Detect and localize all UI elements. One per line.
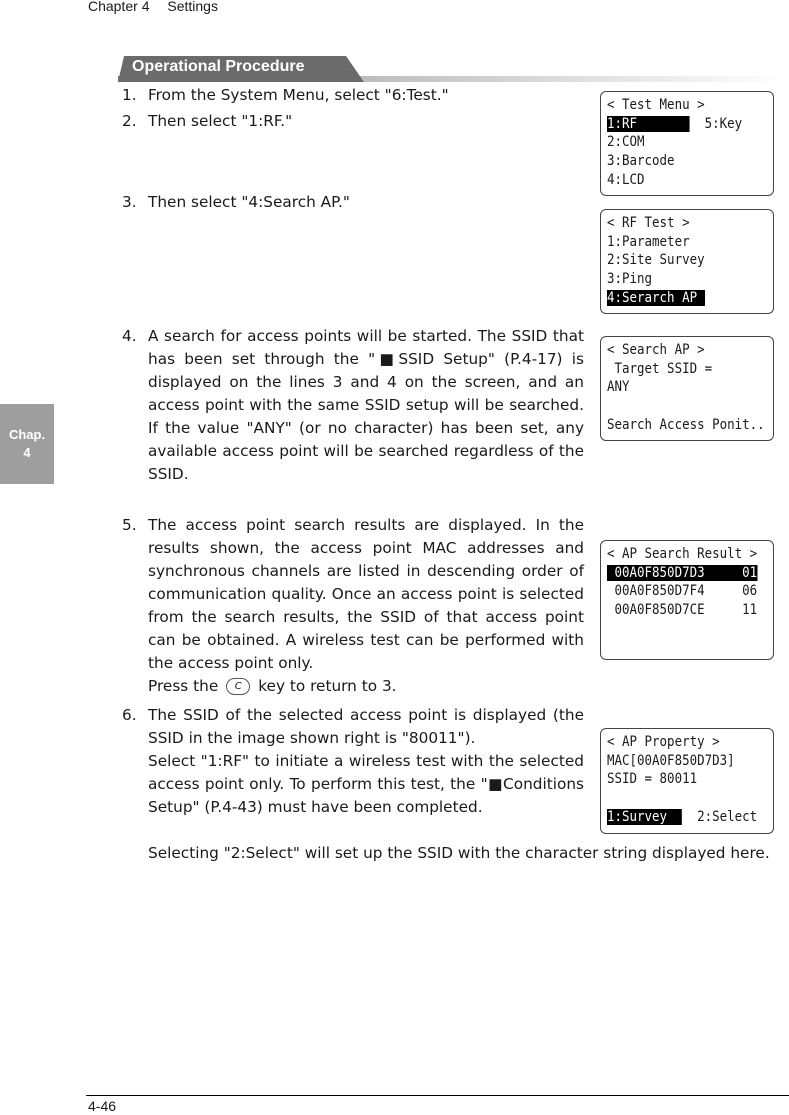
- step-6: [122, 704, 584, 819]
- menu-item: 5:Key: [689, 115, 743, 132]
- procedure-title: Operational Procedure: [132, 58, 305, 75]
- press-text: Press the: [148, 677, 219, 695]
- step-number: 2.: [122, 112, 137, 130]
- step-number: 5.: [122, 516, 137, 534]
- step-text-2: Select "1:RF" to initiate a wireless test with the selected access point only. To perform this test, the "■Conditions Setup" (P.4-43) must have been completed.: [148, 752, 584, 816]
- step-2: [122, 110, 584, 133]
- press-key-line: [148, 675, 584, 698]
- menu-item: 1:Parameter: [607, 233, 690, 250]
- step-text-3: Selecting "2:Select" will set up the SSID with the character string displayed here.: [148, 844, 770, 862]
- chap-tab-line1: Chap.: [8, 427, 46, 442]
- step-1: [122, 84, 584, 107]
- lcd-title: < Test Menu >: [607, 97, 705, 113]
- selected-item: 4:Serarch AP: [607, 289, 705, 306]
- result-row: 00A0F850D7CE 11: [607, 602, 758, 619]
- lcd-ap-property: [600, 728, 774, 834]
- lcd-line: [607, 789, 750, 808]
- step-text: Then select "1:RF.": [148, 112, 293, 130]
- lcd-line: [607, 289, 750, 308]
- running-header: [88, 0, 232, 14]
- step-4: [122, 325, 584, 486]
- section-label: Settings: [167, 0, 218, 14]
- menu-item: 3:Ping: [607, 271, 653, 288]
- lcd-line: Search Access Ponit..: [607, 416, 765, 433]
- menu-item: 2:Select: [682, 808, 758, 825]
- press-text-after: key to return to 3.: [258, 677, 397, 695]
- step-text: Then select "4:Search AP.": [148, 193, 350, 211]
- lcd-line: ANY: [607, 379, 630, 396]
- step-text: From the System Menu, select "6:Test.": [148, 86, 449, 104]
- selected-item: 00A0F850D7D3 01: [607, 564, 758, 581]
- lcd-title: < RF Test >: [607, 215, 690, 231]
- lcd-search-ap: [600, 336, 774, 441]
- lcd-line: SSID = 80011: [607, 771, 698, 788]
- lcd-ap-search-result: [600, 540, 774, 660]
- c-key-icon: C: [226, 678, 250, 695]
- menu-item: 2:COM: [607, 134, 645, 151]
- lcd-line: MAC[00A0F850D7D3]: [607, 752, 735, 769]
- selected-item: 1:RF: [607, 115, 690, 132]
- step-number: 6.: [122, 706, 137, 724]
- step-text: A search for access points will be started. The SSID that has been set through the "■SSID Setup" (P.4-17) is displayed on the lines 3 and 4 on the screen, and an access point with the same SSID setup will be searched. If the value "ANY" (or no character) has been set, any available access point will be searched regardless of the SSID.: [148, 327, 584, 483]
- lcd-test-menu: [600, 91, 774, 196]
- step-text: The access point search results are displayed. In the results shown, the access point MAC addresses and synchronous channels are listed in descending order of communication quality. Once an access point is selected from the search results, the SSID of that access point can be obtained. A wireless test can be performed with the access point only.: [148, 516, 584, 672]
- step-6-continued: [122, 842, 788, 865]
- selected-item: 1:Survey: [607, 808, 683, 825]
- step-3: [122, 191, 584, 214]
- lcd-line: [607, 397, 750, 416]
- lcd-title: < AP Search Result >: [607, 546, 758, 562]
- result-row: 00A0F850D7F4 06: [607, 583, 758, 600]
- step-number: 1.: [122, 86, 137, 104]
- lcd-rf-test: [600, 209, 774, 314]
- step-text: The SSID of the selected access point is displayed (the SSID in the image shown right is "80011").: [148, 706, 584, 747]
- menu-item: 3:Barcode: [607, 153, 675, 170]
- page-number: 4-46: [88, 1098, 117, 1114]
- lcd-title: < Search AP >: [607, 342, 705, 358]
- lcd-line: [607, 564, 758, 583]
- step-number: 4.: [122, 327, 137, 345]
- lcd-line: [607, 115, 750, 134]
- footer-rule: [86, 1095, 789, 1096]
- lcd-line: Target SSID =: [607, 360, 713, 377]
- lcd-line: [607, 808, 758, 827]
- chapter-label: Chapter 4: [88, 0, 150, 14]
- menu-item: 4:LCD: [607, 171, 645, 188]
- chapter-side-tab: [0, 404, 54, 484]
- menu-item: 2:Site Survey: [607, 252, 705, 269]
- step-5: [122, 514, 584, 698]
- chap-tab-line2: 4: [23, 445, 31, 460]
- step-number: 3.: [122, 193, 137, 211]
- lcd-title: < AP Property >: [607, 734, 720, 750]
